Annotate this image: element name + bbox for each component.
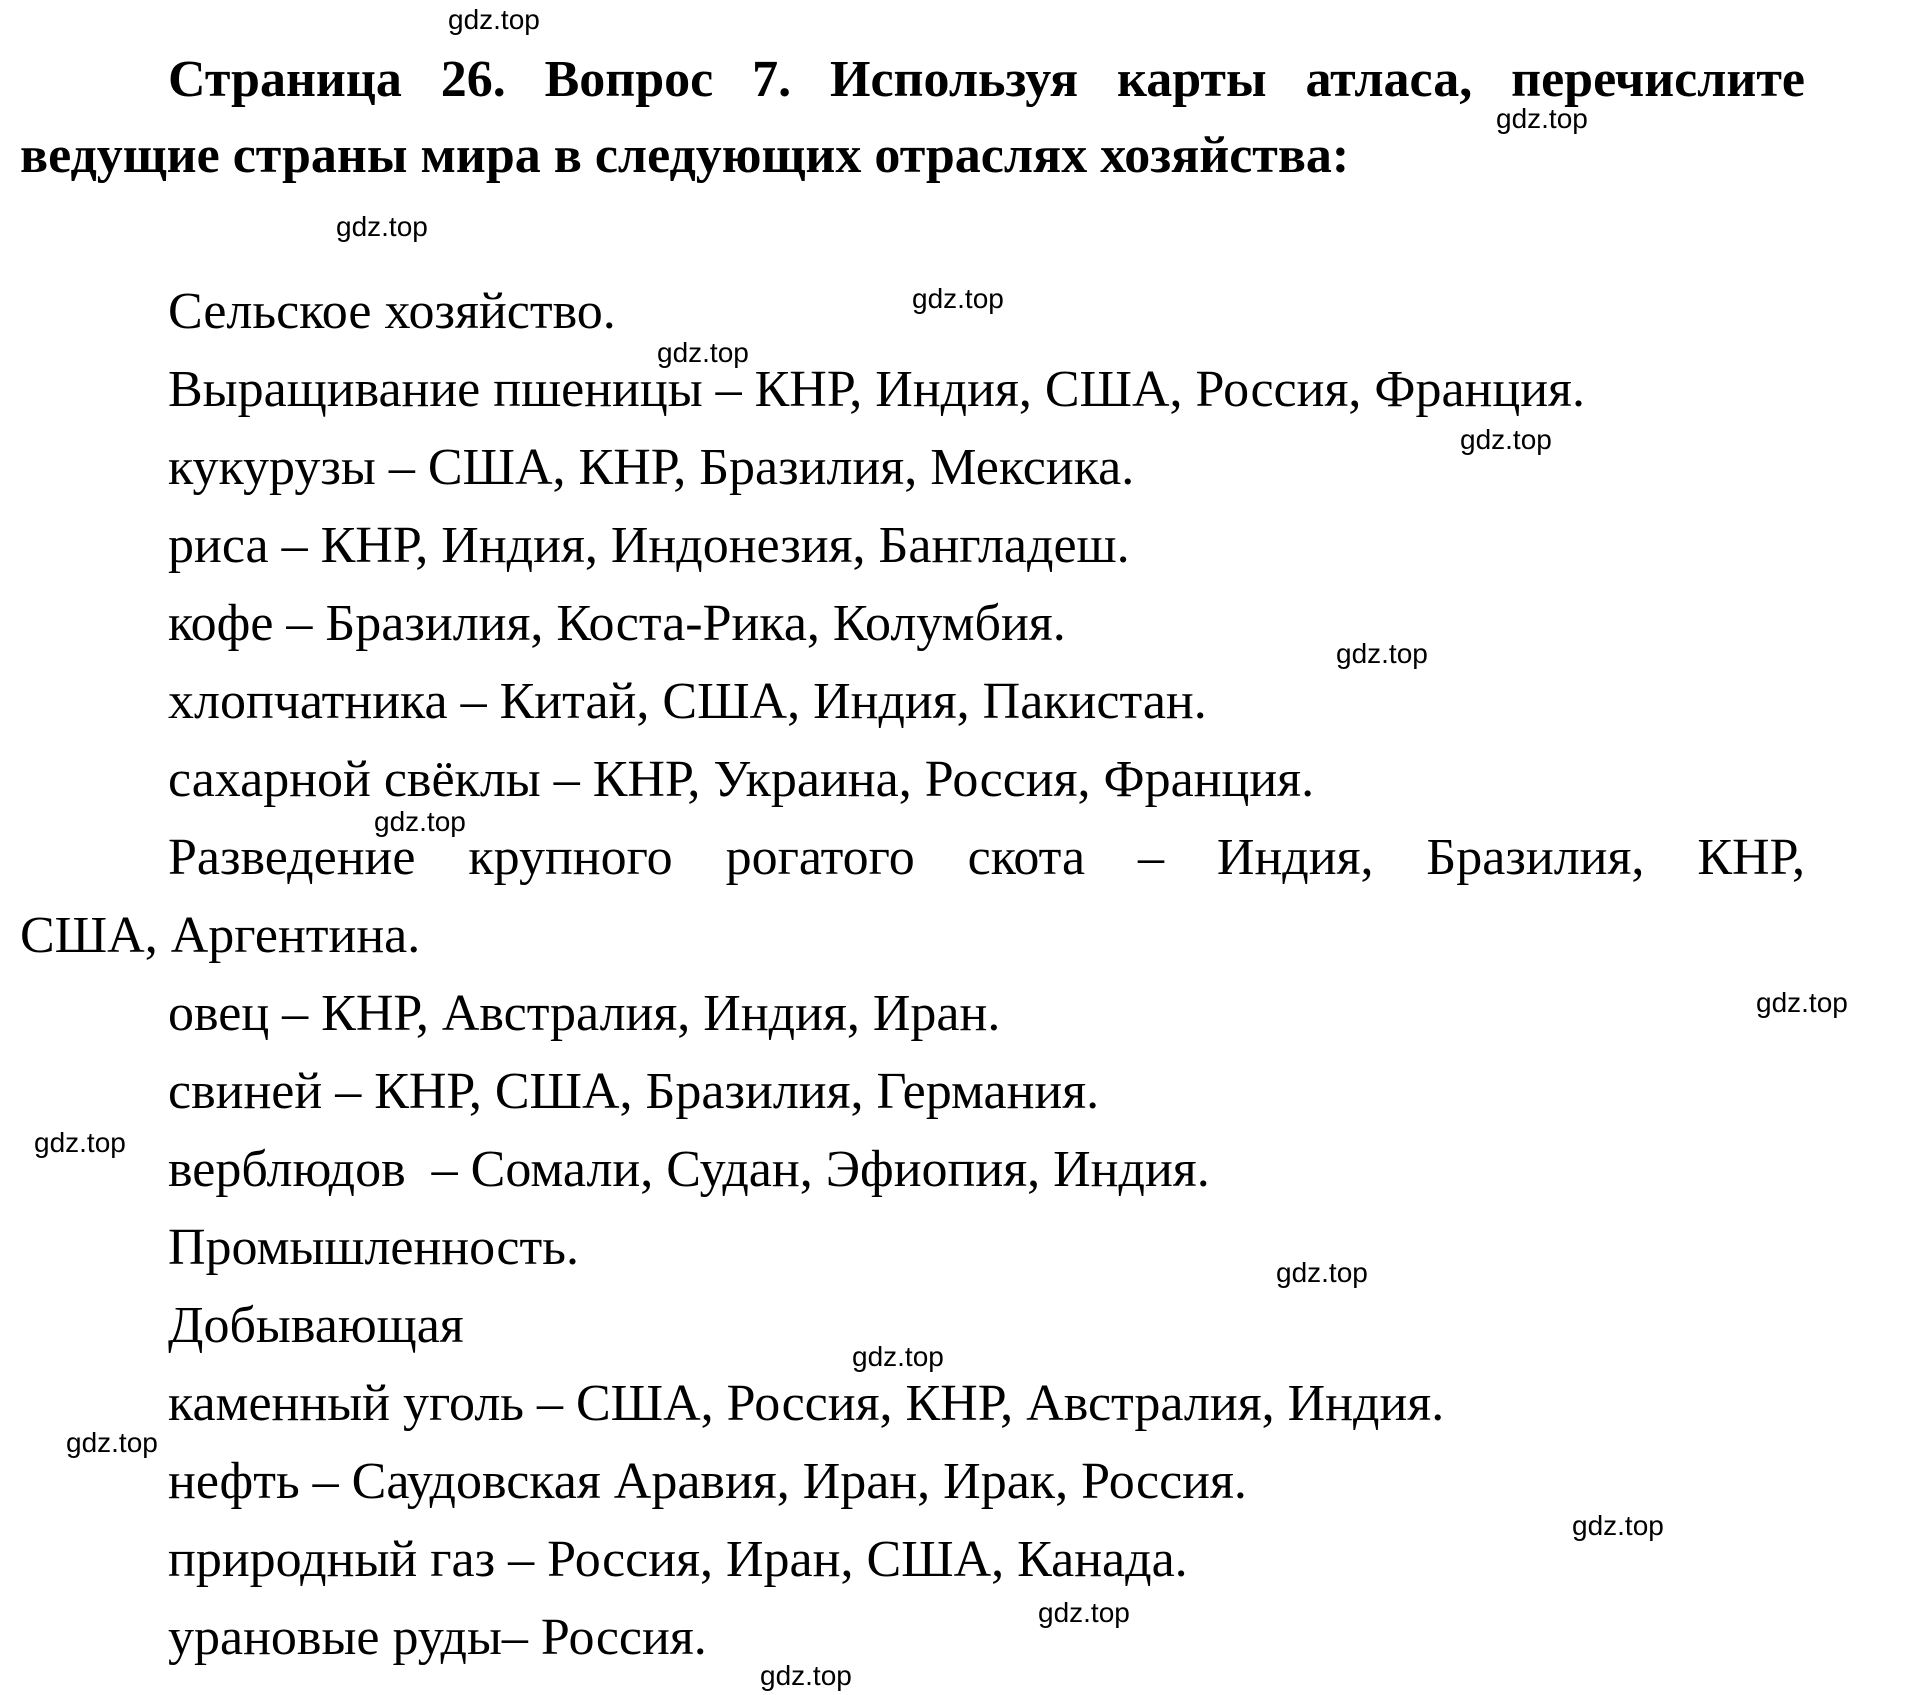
section-agriculture: Сельское хозяйство. (168, 283, 616, 340)
watermark: gdz.top (912, 283, 1004, 314)
list-item: свиней – КНР, США, Бразилия, Германия. (168, 1063, 1100, 1120)
list-item: Разведение крупного рогатого скота – Индия, Бразилия, КНР, (168, 829, 1805, 886)
list-item: Выращивание пшеницы – КНР, Индия, США, Россия, Франция. (168, 361, 1585, 418)
watermark: gdz.top (1756, 987, 1848, 1018)
watermark: gdz.top (657, 337, 749, 368)
list-item: овец – КНР, Австралия, Индия, Иран. (168, 985, 1001, 1042)
watermark: gdz.top (66, 1427, 158, 1458)
list-item: сахарной свёклы – КНР, Украина, Россия, Франция. (168, 751, 1315, 808)
list-item: верблюдов – Сомали, Судан, Эфиопия, Индия. (168, 1141, 1210, 1198)
list-item-continuation: США, Аргентина. (20, 907, 421, 964)
watermark: gdz.top (1460, 424, 1552, 455)
list-item: природный газ – Россия, Иран, США, Канада. (168, 1531, 1188, 1588)
watermark: gdz.top (34, 1127, 126, 1158)
watermark: gdz.top (1038, 1597, 1130, 1628)
subsection-extractive: Добывающая (168, 1297, 464, 1354)
watermark: gdz.top (1276, 1257, 1368, 1288)
watermark: gdz.top (336, 211, 428, 242)
watermark: gdz.top (852, 1341, 944, 1372)
list-item: нефть – Саудовская Аравия, Иран, Ирак, Россия. (168, 1453, 1247, 1510)
watermark: gdz.top (448, 4, 540, 35)
watermark: gdz.top (1572, 1510, 1664, 1541)
watermark: gdz.top (1496, 103, 1588, 134)
watermark: gdz.top (1336, 638, 1428, 669)
list-item: хлопчатника – Китай, США, Индия, Пакистан. (168, 673, 1207, 730)
list-item: каменный уголь – США, Россия, КНР, Австралия, Индия. (168, 1375, 1445, 1432)
watermark: gdz.top (374, 806, 466, 837)
list-item: риса – КНР, Индия, Индонезия, Бангладеш. (168, 517, 1130, 574)
list-item: кукурузы – США, КНР, Бразилия, Мексика. (168, 439, 1135, 496)
question-heading: Страница 26. Вопрос 7. Используя карты атласа, перечислите ведущие страны мира в следующих отраслях хозяйства: (20, 51, 1805, 184)
list-item: кофе – Бразилия, Коста-Рика, Колумбия. (168, 595, 1066, 652)
watermark: gdz.top (760, 1660, 852, 1691)
section-industry: Промышленность. (168, 1219, 579, 1276)
list-item: урановые руды– Россия. (168, 1609, 707, 1666)
